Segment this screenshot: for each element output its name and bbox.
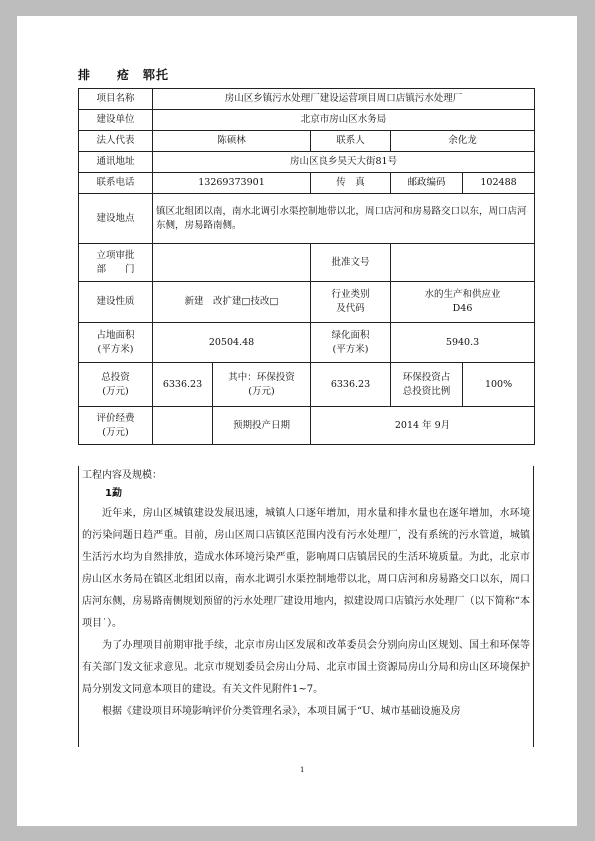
approval-dept-label: [79, 244, 153, 282]
table-row: [79, 244, 535, 282]
table-row: [79, 323, 535, 363]
ratio-value: 100%: [463, 363, 535, 407]
approval-no-value: [391, 244, 535, 282]
env-invest-value: 6336.23: [311, 363, 391, 407]
invest-value: 6336.23: [153, 363, 213, 407]
nature-value: 新建 改扩建□技改□: [153, 282, 311, 323]
invest-label-line2: (万元): [102, 385, 129, 397]
paragraph-3: 根据《建设项目环境影响评价分类管理名录》，本项目属于“U、城市基础设施及房: [102, 706, 461, 717]
area-label: [79, 323, 153, 363]
industry-value: [391, 282, 535, 323]
industry-value-line1: 水的生产和供应业: [424, 289, 501, 300]
section-title: 1勐: [105, 488, 122, 499]
area-label-line2: (平方米): [97, 343, 134, 355]
table-row: [79, 194, 535, 244]
table-row: [79, 152, 535, 173]
legal-rep-value: 陈硕林: [153, 131, 311, 152]
invest-label-line1: 总投资: [101, 371, 130, 383]
contact-label: 联系人: [311, 131, 391, 152]
industry-value-line2: D46: [452, 303, 473, 314]
approval-no-label: 批准文号: [311, 244, 391, 282]
paragraph-1: 近年来，房山区城镇建设发展迅速，城镇人口逐年增加，用水量和排水量也在逐年增加，水环境的污染问题日趋严重。目前，房山区周口店镇区范围内没有污水处理厂，没有系统的污水管道，城镇生活污水均为自然排放，造成水体环境污染严重，影响周口店镇居民的生活环境质量。为此，北京市房山区水务局在镇区北组团以南，南水北调引水渠控制地带以北，周口店河和房易路交口以东，周口店河东侧，房易路南侧规划预留的污水处理厂建设用地内，拟建设周口店镇污水处理厂（以下简称“本项目˙）。: [82, 508, 530, 629]
unit-value: 北京市房山区水务局: [153, 110, 535, 131]
location-label: 建设地点: [79, 194, 153, 244]
industry-label: [311, 282, 391, 323]
nature-label: 建设性质: [79, 282, 153, 323]
eval-fee-label-line2: (万元): [102, 426, 129, 438]
phone-value: 13269373901: [153, 173, 311, 194]
ratio-label: [391, 363, 463, 407]
unit-label: 建设单位: [79, 110, 153, 131]
green-label-line1: 绿化面积: [331, 329, 370, 341]
eval-fee-value: [153, 407, 213, 445]
page-heading: 排 疮 郓托: [78, 68, 170, 82]
area-label-line1: 占地面积: [96, 329, 135, 341]
postcode-label: 邮政编码: [391, 173, 463, 194]
fax-label: 传 真: [311, 173, 391, 194]
address-label: 通讯地址: [79, 152, 153, 173]
approval-dept-label-line1: 立项审批: [96, 249, 135, 261]
approval-dept-label-line2: 部 门: [96, 263, 135, 275]
postcode-value: 102488: [463, 173, 535, 194]
eval-fee-label: [79, 407, 153, 445]
eval-fee-label-line1: 评价经费: [96, 412, 135, 424]
green-value: 5940.3: [391, 323, 535, 363]
paragraph-2: 为了办理项目前期审批手续，北京市房山区发展和改革委员会分别向房山区规划、国土和环保等有关部门发文征求意见。北京市规划委员会房山分局、北京市国土资源局房山分局和房山区环境保护局分别发文同意本项目的建设。有关文件见附件1~7。: [82, 640, 530, 695]
page-number: 1: [300, 766, 305, 774]
ratio-label-line2: 总投资比例: [402, 385, 451, 397]
industry-label-line2: 及代码: [336, 303, 365, 314]
content-label: 工程内容及规模：: [82, 470, 162, 481]
table-row: [79, 407, 535, 445]
legal-rep-label: 法人代表: [79, 131, 153, 152]
prod-date-value: 2014 年 9月: [311, 407, 535, 445]
env-invest-label-line2: (万元): [248, 385, 275, 397]
table-row: [79, 173, 535, 194]
project-description: [78, 466, 534, 747]
green-label: [311, 323, 391, 363]
phone-label: 联系电话: [79, 173, 153, 194]
env-invest-label-line1: 其中：环保投资: [228, 371, 295, 383]
industry-label-line1: 行业类别: [331, 289, 370, 300]
project-name-label: 项目名称: [79, 89, 153, 110]
table-row: [79, 89, 535, 110]
address-value: 房山区良乡昊天大街81号: [153, 152, 535, 173]
project-info-table: [78, 88, 535, 445]
area-value: 20504.48: [153, 323, 311, 363]
contact-value: 余化龙: [391, 131, 535, 152]
table-row: [79, 110, 535, 131]
location-value: 镇区北组团以南，南水北调引水渠控制地带以北，周口店河和房易路交口以东，周口店河东侧，房易路南侧。: [153, 194, 535, 244]
ratio-label-line1: 环保投资占: [402, 371, 451, 383]
invest-label: [79, 363, 153, 407]
green-label-line2: (平方米): [332, 343, 369, 355]
env-invest-label: [213, 363, 311, 407]
table-row: [79, 363, 535, 407]
prod-date-label: 预期投产日期: [213, 407, 311, 445]
approval-dept-value: [153, 244, 311, 282]
project-name-value: 房山区乡镇污水处理厂建设运营项目周口店镇污水处理厂: [153, 89, 535, 110]
table-row: [79, 131, 535, 152]
table-row: [79, 282, 535, 323]
